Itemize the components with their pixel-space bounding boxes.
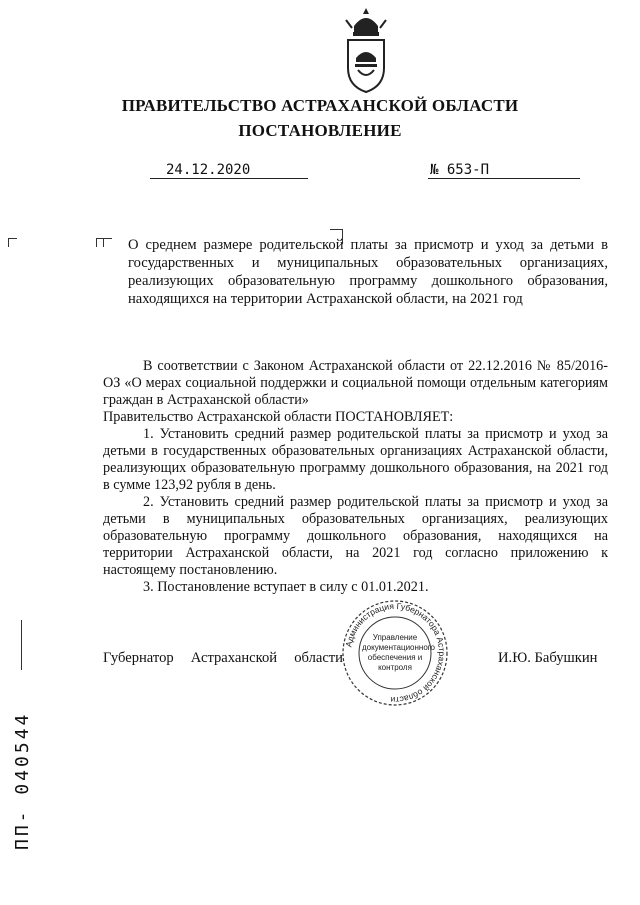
resolves-line: Правительство Астраханской области ПОСТАНОВЛЯЕТ: xyxy=(103,409,454,425)
margin-serial-text: ПП- 040544 xyxy=(12,711,33,850)
document-type-heading: ПОСТАНОВЛЕНИЕ xyxy=(238,121,402,140)
item-2-paragraph: 2. Установить средний размер родительской платы за присмотр и уход за детьми в муниципальных образовательных организациях, реализующих образовательную программу дошкольного образования, находящихся на территории Астраханской области, на 2021 год согласно приложению к настоящему постановлению. xyxy=(103,494,608,578)
date-underline xyxy=(150,178,308,179)
signatory-name: И.Ю. Бабушкин xyxy=(498,650,598,666)
item-3-paragraph: 3. Постановление вступает в силу с 01.01.2021. xyxy=(143,579,429,595)
stamp-inner-text: Управление документационного обеспечения и контроля xyxy=(362,633,435,672)
stamp-ring-text: Администрация Губернатора Астраханской области xyxy=(343,600,448,706)
document-number: № 653-П xyxy=(430,162,490,178)
number-underline xyxy=(428,178,580,179)
corner-mark-subject-start-outer xyxy=(96,238,105,247)
margin-rule xyxy=(21,620,22,670)
preamble-paragraph: В соответствии с Законом Астраханской области от 22.12.2016 № 85/2016-ОЗ «О мерах социальной поддержки и социальной помощи отдельным категориям граждан в Астраханской области» xyxy=(103,358,608,408)
document-body xyxy=(103,358,608,596)
coat-of-arms-emblem xyxy=(340,6,392,94)
signatory-position: Губернатор Астраханской области xyxy=(103,650,343,666)
item-1-paragraph: 1. Установить средний размер родительской платы за присмотр и уход за детьми в государственных образовательных организациях Астраханской области, реализующих образовательную программу дошкольного образования, на 2021 год в сумме 123,92 рубля в день. xyxy=(103,426,608,493)
document-date: 24.12.2020 xyxy=(166,162,251,178)
government-heading: ПРАВИТЕЛЬСТВО АСТРАХАНСКОЙ ОБЛАСТИ xyxy=(121,96,519,115)
document-subject: О среднем размере родительской платы за присмотр и уход за детьми в государственных и муниципальных образовательных организациях, реализующих образовательную программу дошкольного образования, находящихся на территории Астраханской области, на 2021 год xyxy=(128,237,608,307)
margin-serial xyxy=(8,700,38,850)
corner-mark-left xyxy=(8,238,17,247)
